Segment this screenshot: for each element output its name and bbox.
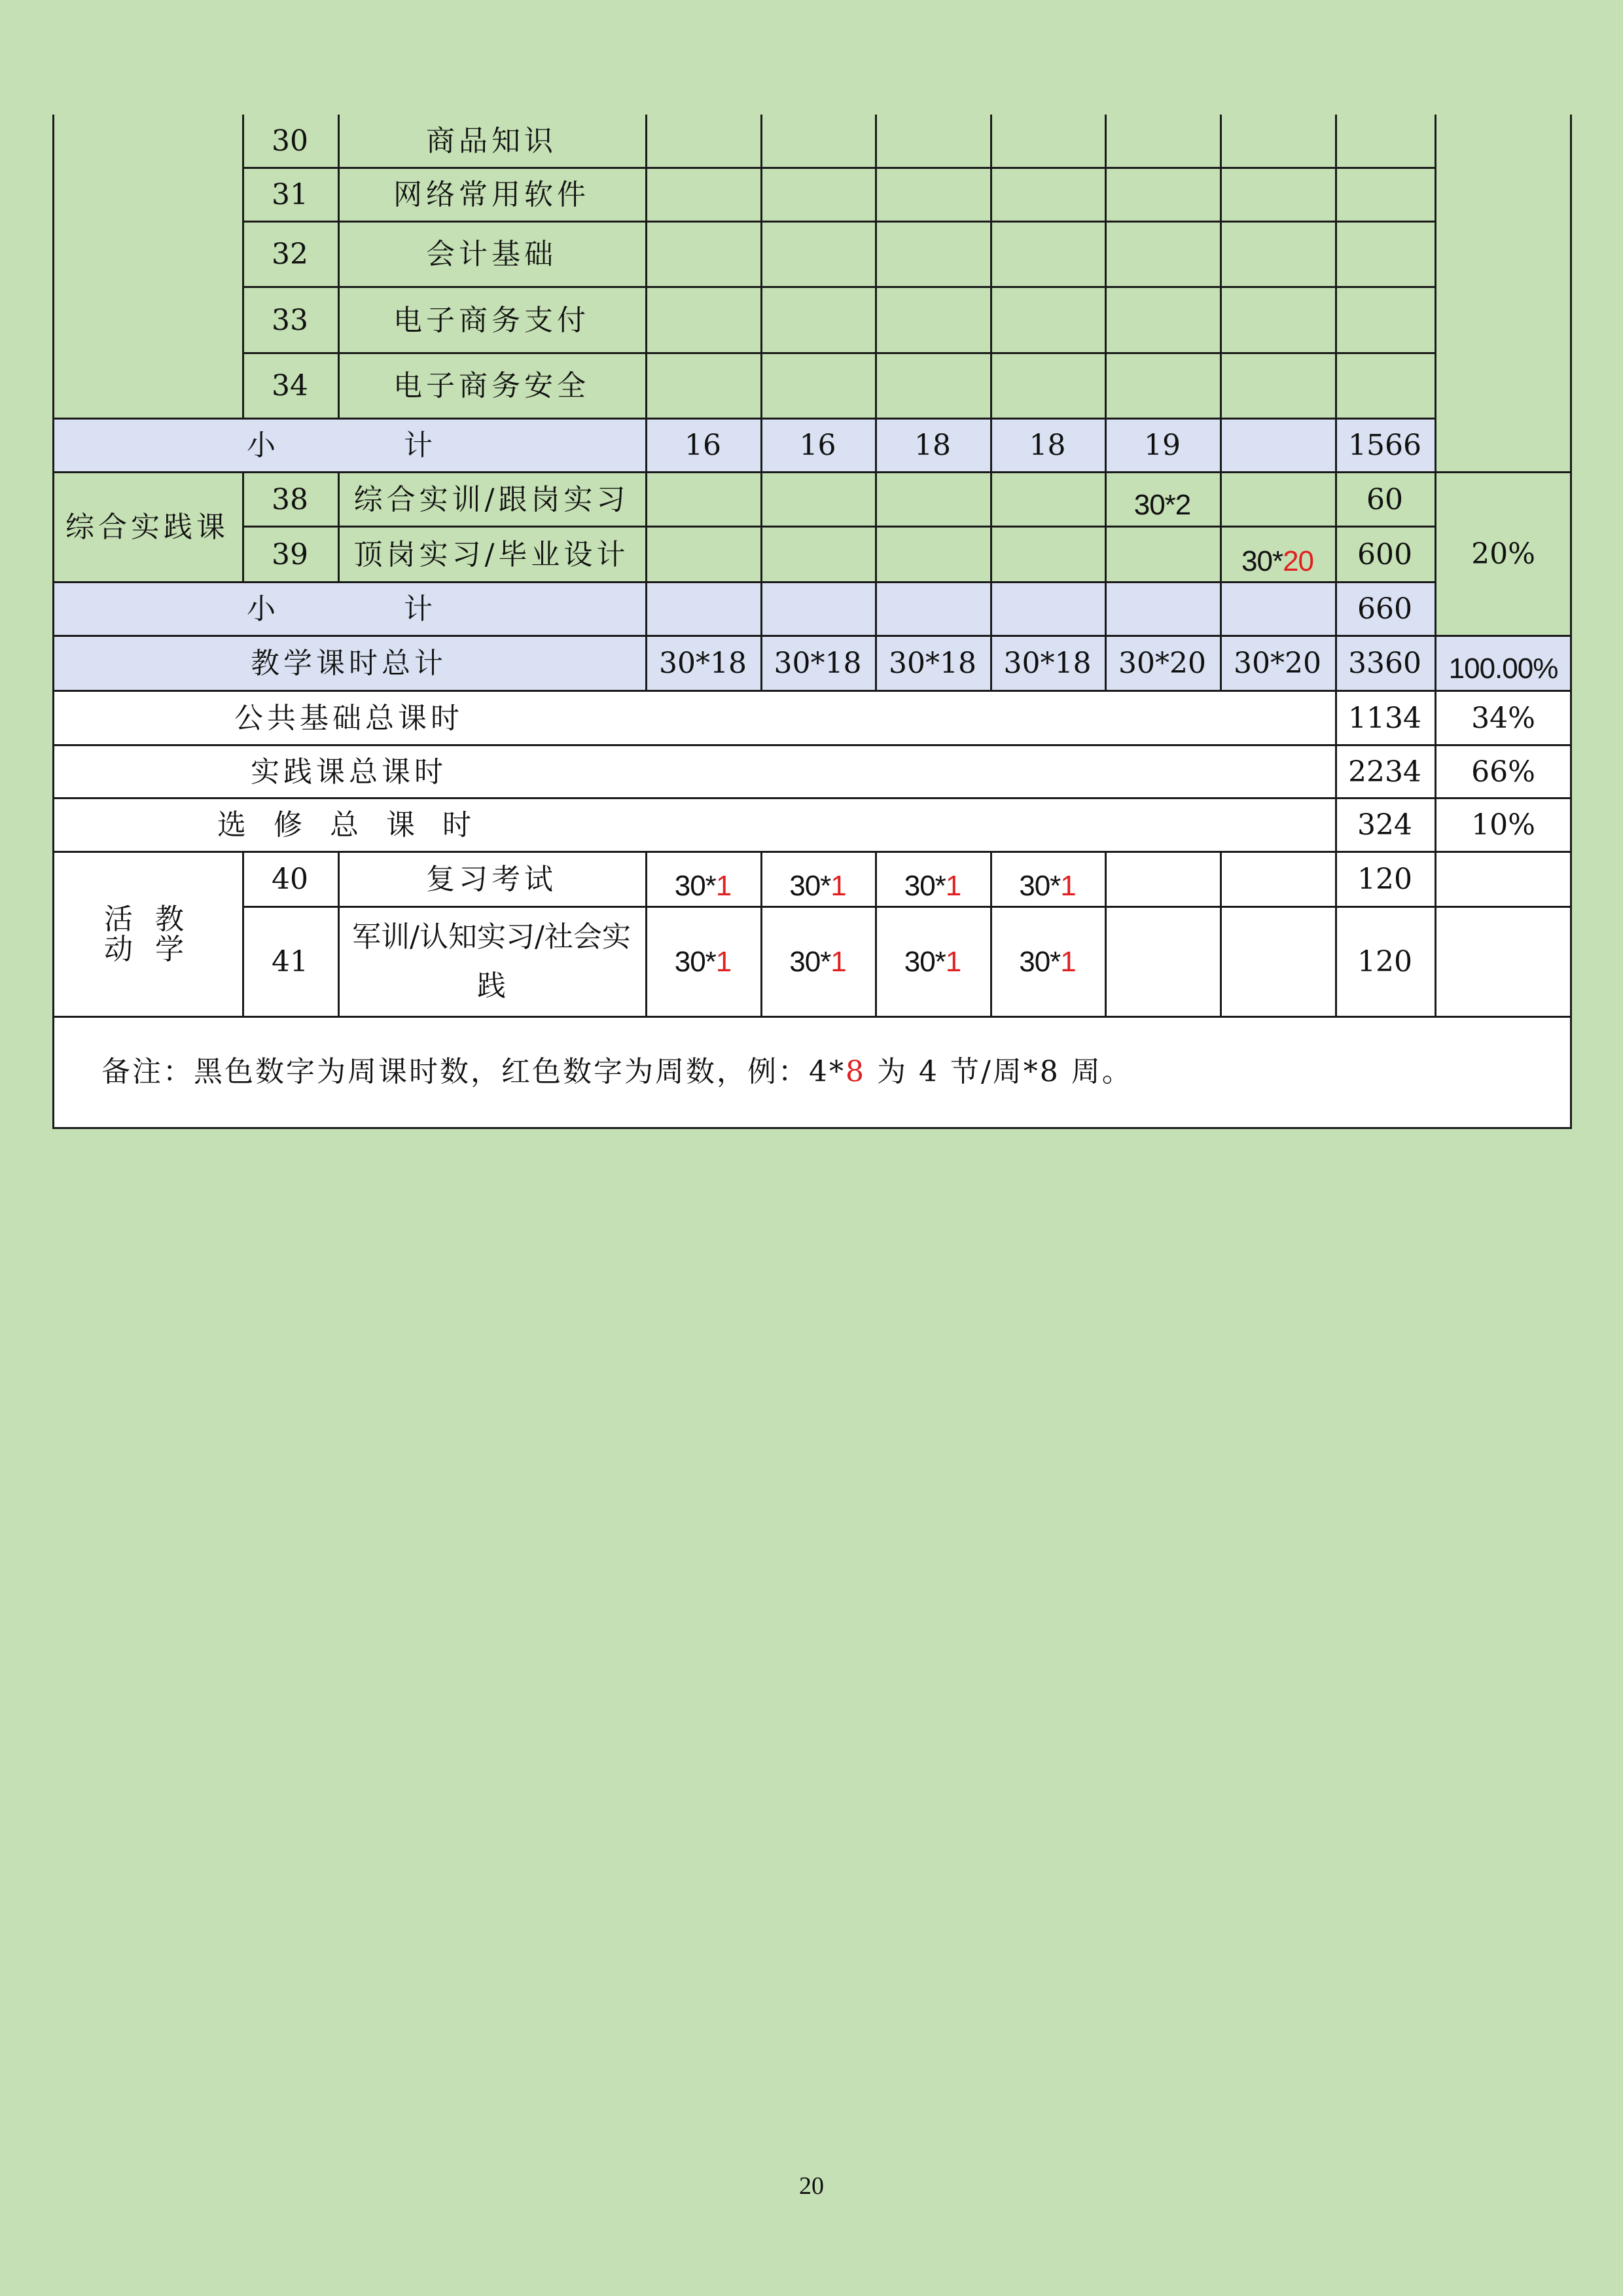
times-sign: * — [935, 870, 946, 903]
course-name: 商品知识 — [426, 124, 557, 158]
course-number: 33 — [272, 303, 308, 337]
teaching-total-label: 教学课时总计 — [251, 647, 447, 681]
times-sign: * — [705, 870, 716, 903]
practice-total: 60 — [1366, 482, 1403, 516]
note-red-number: 8 — [846, 1055, 866, 1089]
subtotal-sem2: 16 — [799, 429, 836, 463]
activity-category: 活 教 动 学 — [104, 902, 190, 966]
curriculum-table — [52, 115, 1572, 1129]
times-sign: * — [1050, 870, 1061, 903]
teaching-total-sem4: 30*18 — [1003, 647, 1092, 681]
activity-sem4 — [990, 907, 1105, 1017]
activity-sem1 — [645, 907, 760, 1017]
times-sign: * — [705, 946, 716, 978]
summary-percent: 34% — [1471, 701, 1535, 735]
times-sign: * — [820, 870, 831, 903]
activity-sem2 — [760, 859, 875, 914]
subtotal-label: 小 计 — [247, 429, 451, 463]
hours-value: 30 — [1019, 870, 1050, 903]
course-number: 32 — [272, 238, 308, 272]
summary-total: 324 — [1357, 808, 1412, 842]
summary-label: 实践课总课时 — [251, 755, 447, 789]
summary-percent: 66% — [1471, 755, 1535, 789]
subtotal-sem1: 16 — [685, 429, 721, 463]
weeks-value: 1 — [1060, 870, 1076, 903]
hours-value: 30 — [904, 870, 935, 903]
activity-sem3 — [875, 907, 990, 1017]
course-name: 综合实训/跟岗实习 — [353, 482, 630, 516]
times-sign: * — [935, 946, 946, 978]
teaching-total-sem1: 30*18 — [659, 647, 747, 681]
practice-percent: 20% — [1471, 537, 1535, 571]
note-suffix: 为 4 节/周*8 周。 — [866, 1055, 1133, 1089]
weeks-value: 1 — [830, 946, 846, 978]
course-number: 40 — [272, 863, 308, 897]
course-number: 39 — [272, 537, 308, 571]
summary-total: 1134 — [1348, 701, 1421, 735]
activity-sem4 — [990, 859, 1105, 914]
hours-value: 30 — [904, 946, 935, 978]
weeks-value: 20 — [1283, 545, 1314, 577]
practice-total: 600 — [1357, 537, 1412, 571]
activity-sem3 — [875, 859, 990, 914]
course-name: 电子商务安全 — [393, 369, 590, 403]
course-name: 顶岗实习/毕业设计 — [353, 537, 630, 571]
subtotal-label: 小 计 — [247, 592, 451, 626]
course-name: 电子商务支付 — [393, 303, 590, 337]
subtotal-total: 1566 — [1348, 429, 1421, 463]
practice-category: 综合实践课 — [65, 511, 229, 545]
activity-sem2 — [760, 907, 875, 1017]
page-number: 20 — [799, 2172, 824, 2200]
summary-label: 选 修 总 课 时 — [217, 808, 480, 842]
activity-total: 120 — [1357, 945, 1412, 979]
course-number: 30 — [272, 124, 308, 158]
teaching-total-sem5: 30*20 — [1118, 647, 1206, 681]
summary-label: 公共基础总课时 — [234, 701, 463, 735]
summary-total: 2234 — [1348, 755, 1421, 789]
activity-total: 120 — [1357, 863, 1412, 897]
hours-value: 30 — [674, 946, 705, 978]
course-number: 41 — [272, 945, 308, 979]
hours-value: 30 — [1019, 946, 1050, 978]
times-sign: * — [1164, 488, 1175, 521]
weeks-value: 1 — [945, 946, 961, 978]
times-sign: * — [1272, 545, 1283, 577]
weeks-value: 2 — [1175, 488, 1191, 521]
course-name: 会计基础 — [426, 238, 557, 272]
teaching-total-sem2: 30*18 — [774, 647, 862, 681]
teaching-total-sem6: 30*20 — [1234, 647, 1321, 681]
course-number: 31 — [272, 178, 308, 212]
hours-value: 30 — [789, 870, 821, 903]
course-number: 38 — [272, 482, 308, 516]
teaching-total-sem3: 30*18 — [889, 647, 976, 681]
times-sign: * — [1050, 946, 1061, 978]
note-prefix: 备注：黑色数字为周课时数，红色数字为周数，例：4* — [101, 1055, 846, 1089]
practice-sem6 — [1220, 533, 1335, 589]
course-name: 网络常用软件 — [393, 178, 590, 212]
hours-value: 30 — [1241, 545, 1272, 577]
teaching-total-percent: 100.00% — [1448, 653, 1558, 685]
course-name: 复习考试 — [426, 863, 557, 897]
hours-value: 30 — [674, 870, 705, 903]
subtotal-sem4: 18 — [1029, 429, 1066, 463]
subtotal-sem6 — [1220, 419, 1335, 473]
subtotal-sem5: 19 — [1144, 429, 1181, 463]
summary-percent: 10% — [1471, 808, 1535, 842]
activity-sem1 — [645, 859, 760, 914]
subtotal-total: 660 — [1357, 592, 1412, 626]
subtotal-sem3: 18 — [914, 429, 951, 463]
hours-value: 30 — [789, 946, 821, 978]
weeks-value: 1 — [715, 870, 732, 903]
weeks-value: 1 — [830, 870, 846, 903]
weeks-value: 1 — [1060, 946, 1076, 978]
course-number: 34 — [272, 369, 308, 403]
weeks-value: 1 — [715, 946, 732, 978]
teaching-total-hours: 3360 — [1348, 647, 1421, 681]
weeks-value: 1 — [945, 870, 961, 903]
note — [101, 1017, 1561, 1127]
practice-sem5 — [1105, 478, 1220, 532]
course-name: 军训/认知实习/社会实践 — [352, 920, 631, 1003]
hours-value: 30 — [1133, 488, 1165, 521]
times-sign: * — [820, 946, 831, 978]
